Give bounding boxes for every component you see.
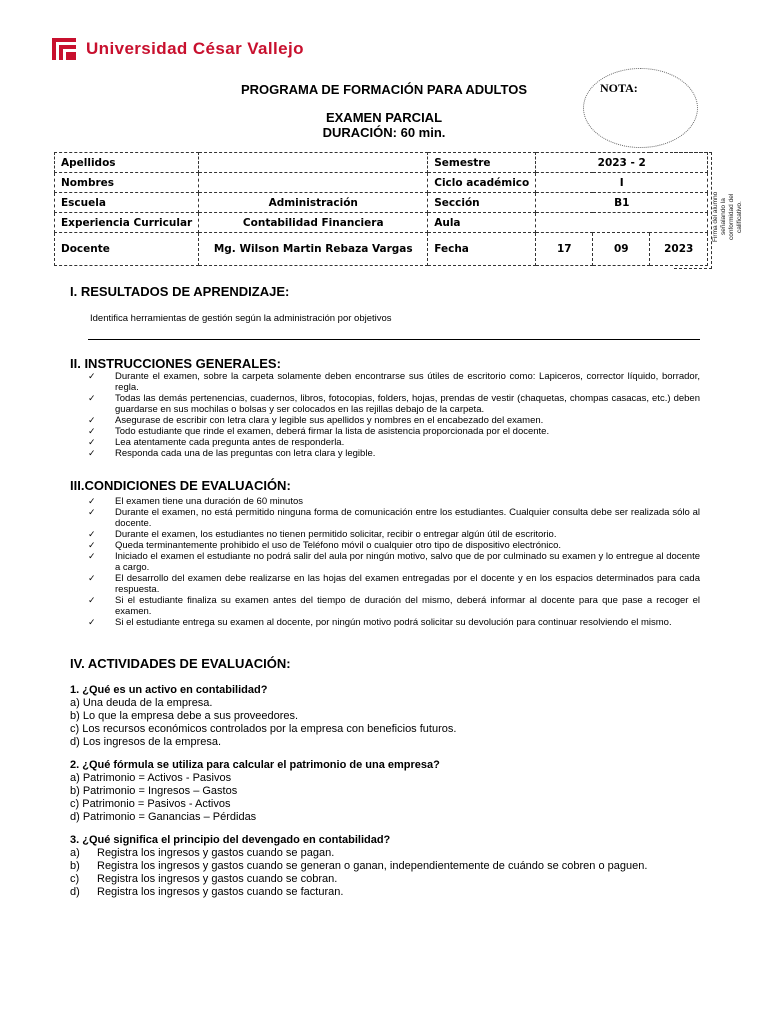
learning-outcome: Identifica herramientas de gestión según la administración por objetivos — [90, 313, 392, 324]
ucv-emblem-icon — [50, 36, 78, 62]
question-3-option-d[interactable]: d) Registra los ingresos y gastos cuando se facturan. — [70, 886, 344, 898]
list-item: ✓ El examen tiene una duración de 60 minutos — [88, 496, 304, 507]
check-icon: ✓ — [88, 448, 96, 458]
university-name: Universidad César Vallejo — [86, 39, 304, 58]
list-item: ✓ Todas las demás pertenencias, cuadernos, libros, fotocopias, folders, hojas, prendas de vestir (chaquetas, chompas casacas, etc.) deben guardarse en sus mochilas o bolsas y ser colocados en las rejillas debajo de la carpeta. — [88, 393, 700, 415]
question-1-option-c[interactable]: c) Los recursos económicos controlados por la empresa con beneficios futuros. — [70, 723, 457, 735]
semestre-label: Semestre — [428, 153, 536, 173]
check-icon: ✓ — [88, 529, 96, 539]
check-icon: ✓ — [88, 551, 96, 561]
docente-label: Docente — [55, 233, 199, 266]
question-3-option-c[interactable]: c) Registra los ingresos y gastos cuando se cobran. — [70, 873, 338, 885]
section-1-heading: I. RESULTADOS DE APRENDIZAJE: — [70, 284, 290, 299]
escuela-value: Administración — [199, 193, 428, 213]
fecha-month: 09 — [593, 233, 650, 266]
list-item: ✓ Queda terminantemente prohibido el uso de Teléfono móvil o cualquier otro tipo de dispositivo electrónico. — [88, 540, 562, 551]
question-1-option-a[interactable]: a) Una deuda de la empresa. — [70, 697, 213, 709]
instructions-list — [88, 371, 700, 459]
list-item: ✓ Si el estudiante entrega su examen al docente, por ningún motivo podrá solicitar su devolución para continuar resolviendo el mismo. — [88, 617, 672, 628]
check-icon: ✓ — [88, 573, 96, 583]
nota-oval[interactable] — [583, 68, 698, 148]
row-docente — [55, 233, 708, 266]
fecha-year: 2023 — [650, 233, 708, 266]
check-icon: ✓ — [88, 507, 96, 517]
docente-value: Mg. Wilson Martin Rebaza Vargas — [199, 233, 428, 266]
check-icon: ✓ — [88, 540, 96, 550]
university-logo — [50, 36, 304, 62]
list-item: ✓ Todo estudiante que rinde el examen, deberá firmar la lista de asistencia proporcionada por el docente. — [88, 426, 550, 437]
experiencia-value: Contabilidad Financiera — [199, 213, 428, 233]
question-2-option-c[interactable]: c) Patrimonio = Pasivos - Activos — [70, 798, 231, 810]
check-icon: ✓ — [88, 426, 96, 436]
question-2 — [70, 759, 710, 824]
check-icon: ✓ — [88, 415, 96, 425]
nombres-label: Nombres — [55, 173, 199, 193]
divider-line — [88, 339, 700, 340]
question-1 — [70, 684, 710, 749]
question-3-option-b[interactable]: b) Registra los ingresos y gastos cuando se generan o ganan, independientemente de cuándo se cobren o paguen. — [70, 860, 648, 872]
fecha-label: Fecha — [428, 233, 536, 266]
exam-title: EXAMEN PARCIAL — [325, 110, 443, 125]
question-1-option-b[interactable]: b) Lo que la empresa debe a sus proveedores. — [70, 710, 299, 722]
question-2-option-a[interactable]: a) Patrimonio = Activos - Pasivos — [70, 772, 232, 784]
student-info-table — [54, 152, 708, 266]
list-item: ✓ Durante el examen, no está permitido ninguna forma de comunicación entre los estudiantes. Cualquier consulta debe ser realizada sólo al docente. — [88, 507, 700, 529]
apellidos-label: Apellidos — [55, 153, 199, 173]
signature-note: Firma del alumno señalando la conformidad del calificativo. — [712, 191, 743, 243]
question-3-option-a[interactable]: a) Registra los ingresos y gastos cuando se pagan. — [70, 847, 335, 859]
semestre-value: 2023 - 2 — [536, 153, 708, 173]
question-1-option-d[interactable]: d) Los ingresos de la empresa. — [70, 736, 222, 748]
row-nombres — [55, 173, 708, 193]
row-apellidos — [55, 153, 708, 173]
list-item: ✓ Asegurase de escribir con letra clara y legible sus apellidos y nombres en el encabezado del examen. — [88, 415, 544, 426]
list-item: ✓ Durante el examen, sobre la carpeta solamente deben encontrarse sus útiles de escritorio como: Lapiceros, corrector líquido, borrador, regla. — [88, 371, 700, 393]
check-icon: ✓ — [88, 496, 96, 506]
fecha-day: 17 — [536, 233, 593, 266]
row-experiencia — [55, 213, 708, 233]
section-3-heading: III.CONDICIONES DE EVALUACIÓN: — [70, 478, 291, 493]
row-escuela — [55, 193, 708, 213]
list-item: ✓ Lea atentamente cada pregunta antes de responderla. — [88, 437, 345, 448]
list-item: ✓ Si el estudiante finaliza su examen antes del tiempo de duración del mismo, deberá informar al docente para que pase a recoger el examen. — [88, 595, 700, 617]
escuela-label: Escuela — [55, 193, 199, 213]
question-2-option-b[interactable]: b) Patrimonio = Ingresos – Gastos — [70, 785, 238, 797]
check-icon: ✓ — [88, 595, 96, 605]
conditions-list — [88, 496, 700, 628]
question-2-text: 2. ¿Qué fórmula se utiliza para calcular el patrimonio de una empresa? — [70, 759, 440, 771]
list-item: ✓ Responda cada una de las preguntas con letra clara y legible. — [88, 448, 376, 459]
apellidos-field[interactable] — [199, 153, 428, 173]
signature-box[interactable] — [674, 152, 712, 269]
ciclo-value: I — [536, 173, 708, 193]
question-2-option-d[interactable]: d) Patrimonio = Ganancias – Pérdidas — [70, 811, 257, 823]
section-4-heading: IV. ACTIVIDADES DE EVALUACIÓN: — [70, 656, 291, 671]
ciclo-label: Ciclo académico — [428, 173, 536, 193]
exam-duration: DURACIÓN: 60 min. — [322, 125, 446, 140]
experiencia-label: Experiencia Curricular — [55, 213, 199, 233]
aula-label: Aula — [428, 213, 536, 233]
seccion-value: B1 — [536, 193, 708, 213]
question-3-text: 3. ¿Qué significa el principio del devengado en contabilidad? — [70, 834, 391, 846]
nombres-field[interactable] — [199, 173, 428, 193]
seccion-label: Sección — [428, 193, 536, 213]
check-icon: ✓ — [88, 393, 96, 403]
list-item: ✓ Iniciado el examen el estudiante no podrá salir del aula por ningún motivo, salvo que de por culminado su examen y lo entregue al docente a cargo. — [88, 551, 700, 573]
question-3 — [70, 834, 710, 899]
program-title: PROGRAMA DE FORMACIÓN PARA ADULTOS — [241, 82, 527, 97]
question-1-text: 1. ¿Qué es un activo en contabilidad? — [70, 684, 268, 696]
list-item: ✓ Durante el examen, los estudiantes no tienen permitido solicitar, recibir o entregar algún útil de escritorio. — [88, 529, 557, 540]
nota-label: NOTA: — [600, 81, 638, 95]
check-icon: ✓ — [88, 617, 96, 627]
list-item: ✓ El desarrollo del examen debe realizarse en las hojas del examen entregadas por el docente y en los espacios determinados para cada respuesta. — [88, 573, 700, 595]
check-icon: ✓ — [88, 371, 96, 381]
check-icon: ✓ — [88, 437, 96, 447]
section-2-heading: II. INSTRUCCIONES GENERALES: — [70, 356, 281, 371]
